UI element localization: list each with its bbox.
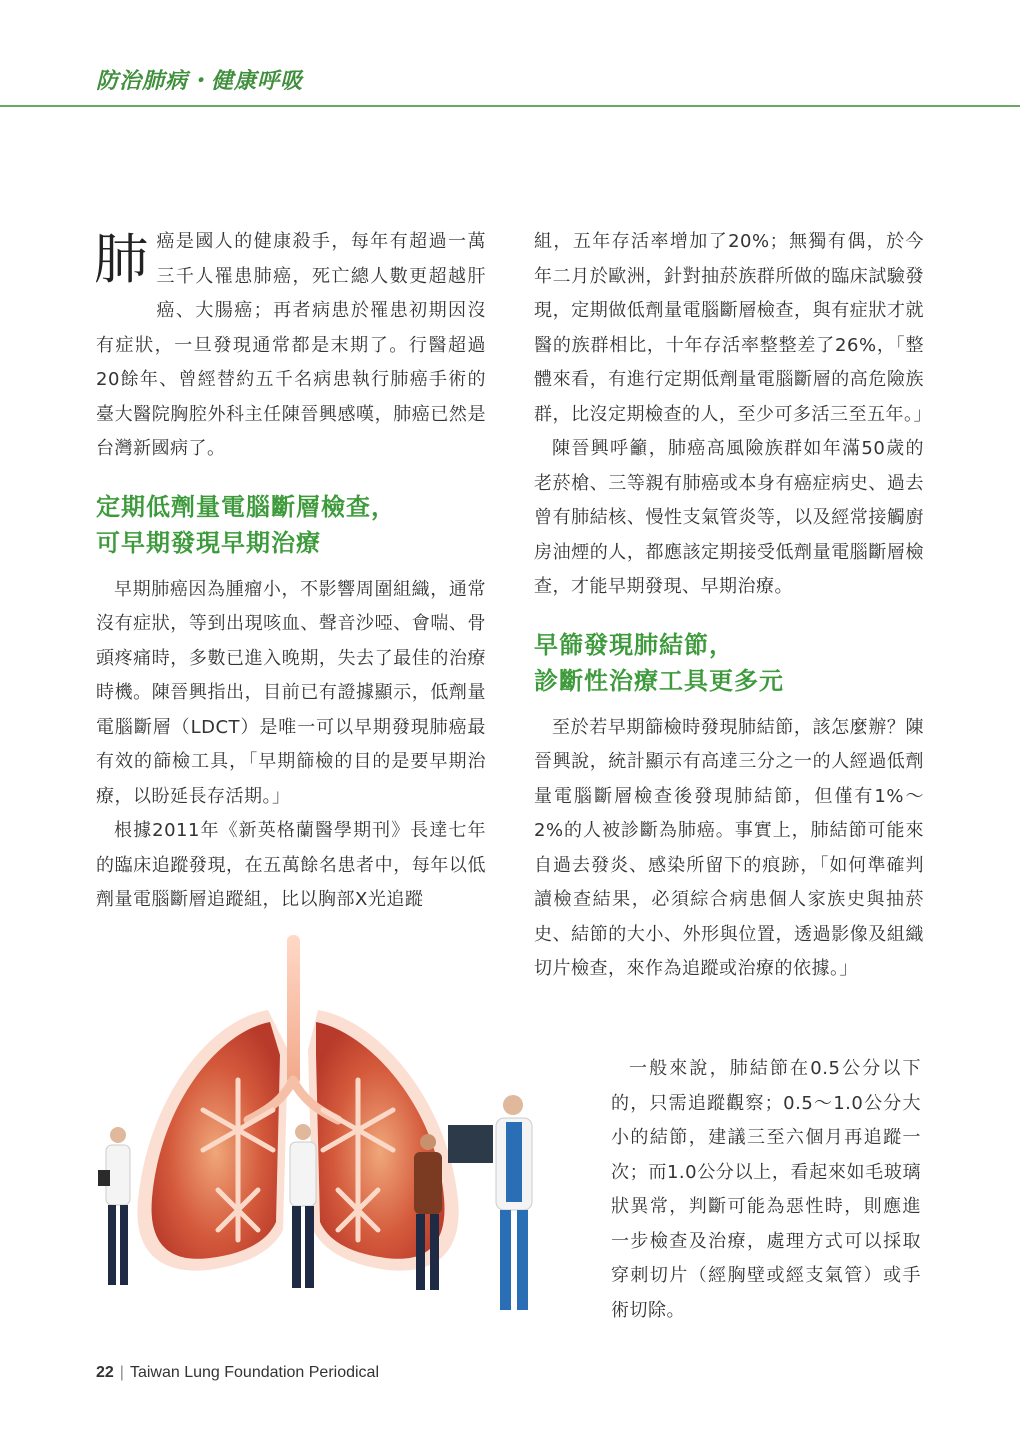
section-header-title: 防治肺病・健康呼吸 (96, 68, 304, 94)
intro-text: 癌是國人的健康殺手，每年有超過一萬三千人罹患肺癌，死亡總人數更超越肝癌、大腸癌；再者病患於罹患初期因沒有症狀，一旦發現通常都是末期了。行醫超過20餘年、曾經替約五千名病患執行肺癌手術的臺大醫院胸腔外科主任陳晉興感嘆，肺癌已然是台灣新國病了。 (96, 231, 486, 459)
dropcap: 肺 (94, 228, 149, 291)
page-number: 22 (96, 1364, 114, 1381)
header-divider (0, 105, 1020, 107)
section-heading-ldct (96, 489, 486, 561)
heading-line-2: 可早期發現早期治療 (96, 528, 321, 557)
doctor-figure-2 (290, 1124, 316, 1288)
footer-separator: | (119, 1364, 124, 1381)
paragraph-survival-rate: 組，五年存活率增加了20%；無獨有偶，於今年二月於歐洲，針對抽菸族群所做的臨床試驗發現，定期做低劑量電腦斷層檢查，與有症狀才就醫的族群相比，十年存活率整整差了26%，「整體來看，有進行定期低劑量電腦斷層的高危險族群，比沒定期檢查的人，至少可多活三至五年。」 (534, 231, 932, 425)
section-heading-nodules (534, 627, 924, 699)
paragraph-high-risk-groups: 陳晉興呼籲，肺癌高風險族群如年滿50歲的老菸槍、三等親有肺癌或本身有癌症病史、過去曾有肺結核、慢性支氣管炎等，以及經常接觸廚房油煙的人，都應該定期接受低劑量電腦斷層檢查，才能早期發現、早期治療。 (534, 438, 924, 597)
doctor-figure-4 (448, 1095, 532, 1310)
lungs-illustration (88, 930, 588, 1330)
trachea (287, 935, 300, 1085)
right-column (534, 225, 932, 987)
paragraph-early-symptoms: 早期肺癌因為腫瘤小，不影響周圍組織，通常沒有症狀，等到出現咳血、聲音沙啞、會喘、骨頭疼痛時，多數已進入晚期，失去了最佳的治療時機。陳晉興指出，目前已有證據顯示，低劑量電腦斷層（LDCT）是唯一可以早期發現肺癌最有效的篩檢工具，「早期篩檢的目的是要早期治療，以盼延長存活期。」 (96, 578, 486, 807)
heading-line-1: 定期低劑量電腦斷層檢查， (96, 492, 396, 521)
heading-line-2: 診斷性治療工具更多元 (534, 666, 784, 695)
paragraph-nodule-findings: 至於若早期篩檢時發現肺結節，該怎麼辦？陳晉興說，統計顯示有高達三分之一的人經過低劑量電腦斷層檢查後發現肺結節，但僅有1%～2%的人被診斷為肺癌。事實上，肺結節可能來自過去發炎、感染所留下的痕跡，「如何準確判讀檢查結果，必須綜合病患個人家族史與抽菸史、結節的大小、外形與位置，透過影像及組織切片檢查，來作為追蹤或治療的依據。」 (534, 716, 924, 979)
page-footer (96, 1364, 379, 1382)
paragraph-nejm-study: 根據2011年《新英格蘭醫學期刊》長達七年的臨床追蹤發現，在五萬餘名患者中，每年以低劑量電腦斷層追蹤組，比以胸部X光追蹤 (96, 820, 486, 910)
heading-line-1: 早篩發現肺結節， (534, 630, 734, 659)
left-column (96, 225, 486, 918)
intro-paragraph (96, 225, 486, 467)
doctor-figure-3 (414, 1134, 442, 1290)
paragraph-nodule-size-guidance: 一般來說，肺結節在0.5公分以下的，只需追蹤觀察；0.5～1.0公分大小的結節，建議三至六個月再追蹤一次；而1.0公分以上，看起來如毛玻璃狀異常，判斷可能為惡性時，則應進一步檢查及治療，處理方式可以採取穿刺切片（經胸壁或經支氣管）或手術切除。 (611, 1058, 921, 1321)
publication-name: Taiwan Lung Foundation Periodical (129, 1364, 380, 1381)
doctor-figure-1 (98, 1127, 130, 1285)
